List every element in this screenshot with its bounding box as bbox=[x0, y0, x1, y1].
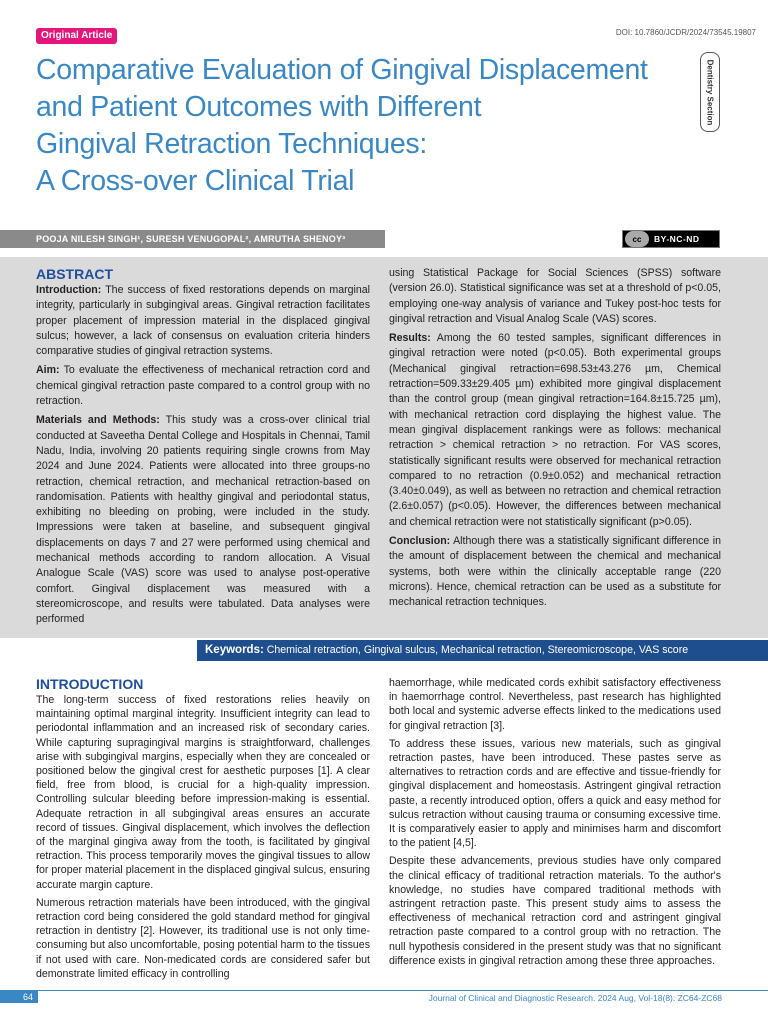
keywords-label: Keywords: bbox=[205, 644, 264, 656]
abstract-introduction bbox=[36, 283, 370, 359]
title-line: Gingival Retraction Techniques: bbox=[36, 128, 427, 160]
body-column-right bbox=[389, 676, 721, 972]
methods-label: Materials and Methods: bbox=[36, 414, 160, 427]
intro-text: The success of fixed restorations depends on marginal integrity, particularly in subgingival areas. Gingival retraction facilitates proper placement of impression material in the displaced gingival sulcus; however, a lack of consensus on evaluation criteria hinders comparative studies of gingival retraction systems. bbox=[36, 284, 370, 358]
abstract-heading: ABSTRACT bbox=[36, 266, 113, 282]
conclusion-label: Conclusion: bbox=[389, 535, 451, 548]
abstract-methods-continued: using Statistical Package for Social Sciences (SPSS) software (version 26.0). Statistical significance was set at a threshold of p<0.05, employing one-way analysis of variance and Tukey post-hoc tests for gingival retraction and Visual Analog Scale (VAS) scores. bbox=[389, 267, 721, 325]
body-paragraph: Numerous retraction materials have been introduced, with the gingival retraction cord being considered the gold standard method for gingival retraction in dentistry [2]. However, its traditional use is not only time-consuming but also uncomfortable, posing potential harm to the tissues if not used with care. Non-medicated cords are considered safer but demonstrate limited efficacy in controlling bbox=[36, 896, 370, 980]
methods-text: This study was a cross-over clinical trial conducted at Saveetha Dental College and Hospitals in Chennai, Tamil Nadu, India, involving 20 patients requiring single crowns from May 2024 and June 2024. Patients were allocated into three groups-no retraction, chemical retraction, and mechanical retraction-based on randomisation. Patients with healthy gingival and periodontal status, exhibiting no bleeding on probing, were included in the study. Impressions were taken at baseline, and subsequent gingival displacements on days 7 and 27 were performed using chemical and mechanical methods according to random allocation. A Visual Analogue Scale (VAS) score was used to analyse post-operative comfort. Gingival displacement was measured with a stereomicroscope, and results were tabulated. Data analyses were performed bbox=[36, 414, 370, 626]
results-text: Among the 60 tested samples, significant differences in gingival retraction were noted (p<0.05). Both experimental groups (Mechanical gingival retraction=698.53±43.276 µm, Chemical retraction=509.33±29.405 µm) exhibited more gingival displacement than the control group (mean gingival retraction=164.8±15.725 µm), with mechanical retraction cord displaying the highest value. The mean gingival displacement rankings were as follows: mechanical retraction > chemical retraction > no retraction. For VAS scores, statistically significant results were observed for mechanical retraction compared to no retraction (0.9±0.052) and mechanical retraction (3.40±0.049), as well as between no retraction and chemical retraction (2.6±0.057) (p<0.05). However, the differences between mechanical and chemical retraction were not statistically significant (p>0.05). bbox=[389, 332, 721, 528]
section-label: Dentistry Section bbox=[705, 59, 715, 125]
section-tab bbox=[700, 52, 720, 132]
body-column-left bbox=[36, 676, 370, 985]
journal-citation: Journal of Clinical and Diagnostic Research. 2024 Aug, Vol-18(8): ZC64-ZC68 bbox=[428, 993, 722, 1003]
keywords-bar bbox=[197, 640, 768, 661]
body-paragraph: Despite these advancements, previous studies have only compared the clinical efficacy of traditional retraction materials. To the author's knowledge, no studies have compared traditional methods with astringent retraction paste. This present study aims to assess the effectiveness of mechanical retraction cord and astringent gingival retraction paste compared to a control group with no retraction. The null hypothesis considered in the present study was that no significant difference exists in gingival retraction among these three approaches. bbox=[389, 855, 721, 967]
results-label: Results: bbox=[389, 332, 431, 345]
abstract-conclusion bbox=[389, 534, 721, 610]
article-type-badge: Original Article bbox=[36, 28, 117, 44]
abstract-methods bbox=[36, 413, 370, 627]
doi-text[interactable]: DOI: 10.7860/JCDR/2024/73545.19807 bbox=[615, 28, 756, 37]
title-line: A Cross-over Clinical Trial bbox=[36, 165, 355, 197]
conclusion-text: Although there was a statistically significant difference in the amount of displacement between the chemical and mechanical systems, both were within the clinically acceptable range (220 microns). Hence, chemical retraction can be used as a substitute for mechanical retraction techniques. bbox=[389, 535, 721, 609]
keywords-text: Chemical retraction, Gingival sulcus, Mechanical retraction, Stereomicroscope, VAS score bbox=[263, 644, 689, 656]
body-paragraph: To address these issues, various new materials, such as gingival retraction pastes, have been introduced. These pastes serve as alternatives to retraction cords and are effective and tissue-friendly for gingival displacement and homeostasis. Astringent gingival retraction paste, a recently introduced option, offers a quick and easy method for sulcus retraction without causing trauma or consuming excessive time. It is comparatively easier to apply and minimises harm and discomfort to the patient [4,5]. bbox=[389, 737, 721, 850]
authors-bar bbox=[0, 230, 385, 248]
introduction-heading: INTRODUCTION bbox=[36, 676, 144, 692]
author-list: POOJA NILESH SINGH¹, SURESH VENUGOPAL², AMRUTHA SHENOY³ bbox=[36, 234, 346, 244]
title-line: Comparative Evaluation of Gingival Displacement bbox=[36, 54, 648, 86]
body-paragraph: haemorrhage, while medicated cords exhibit satisfactory effectiveness in haemorrhage control. Nevertheless, past research has highlighted both local and systemic adverse effects linked to the medications used for gingival retraction [3]. bbox=[389, 677, 721, 732]
abstract-results bbox=[389, 331, 721, 530]
abstract-aim bbox=[36, 363, 370, 409]
body-paragraph: The long-term success of fixed restorations relies heavily on maintaining optimal marginal integrity. Insufficient integrity can lead to periodontal inflammation and an increased risk of secondary caries. While capturing supragingival margins is straightforward, challenges arise with subgingival margins, especially when they are concealed or positioned below the gingival crest for aesthetic purposes [1]. A clear field, free from blood, is crucial for a high-quality impression. Controlling sulcular bleeding before impression-making is essential. Adequate retraction in all subgingival areas ensures an accurate record of tissues. Gingival displacement, which involves the deflection of the marginal gingiva away from the tooth, is facilitated by gingival retraction. This process temporarily moves the gingival tissues to allow for proper material placement in the displaced gingival sulcus, ensuring accurate margin capture. bbox=[36, 694, 370, 891]
abstract-column-right bbox=[389, 266, 721, 615]
footer-divider bbox=[0, 990, 768, 991]
article-title bbox=[36, 52, 696, 200]
aim-label: Aim: bbox=[36, 364, 60, 377]
abstract-column-left bbox=[36, 266, 370, 632]
aim-text: To evaluate the effectiveness of mechanical retraction cord and chemical gingival retraction paste compared to a control group with no retraction. bbox=[36, 364, 370, 408]
license-badge[interactable] bbox=[622, 230, 720, 248]
intro-label: Introduction: bbox=[36, 284, 102, 296]
title-line: and Patient Outcomes with Different bbox=[36, 91, 482, 123]
license-text: BY-NC-ND bbox=[654, 234, 700, 244]
creative-commons-icon: cc bbox=[625, 231, 649, 247]
page-number: 64 bbox=[0, 991, 38, 1003]
